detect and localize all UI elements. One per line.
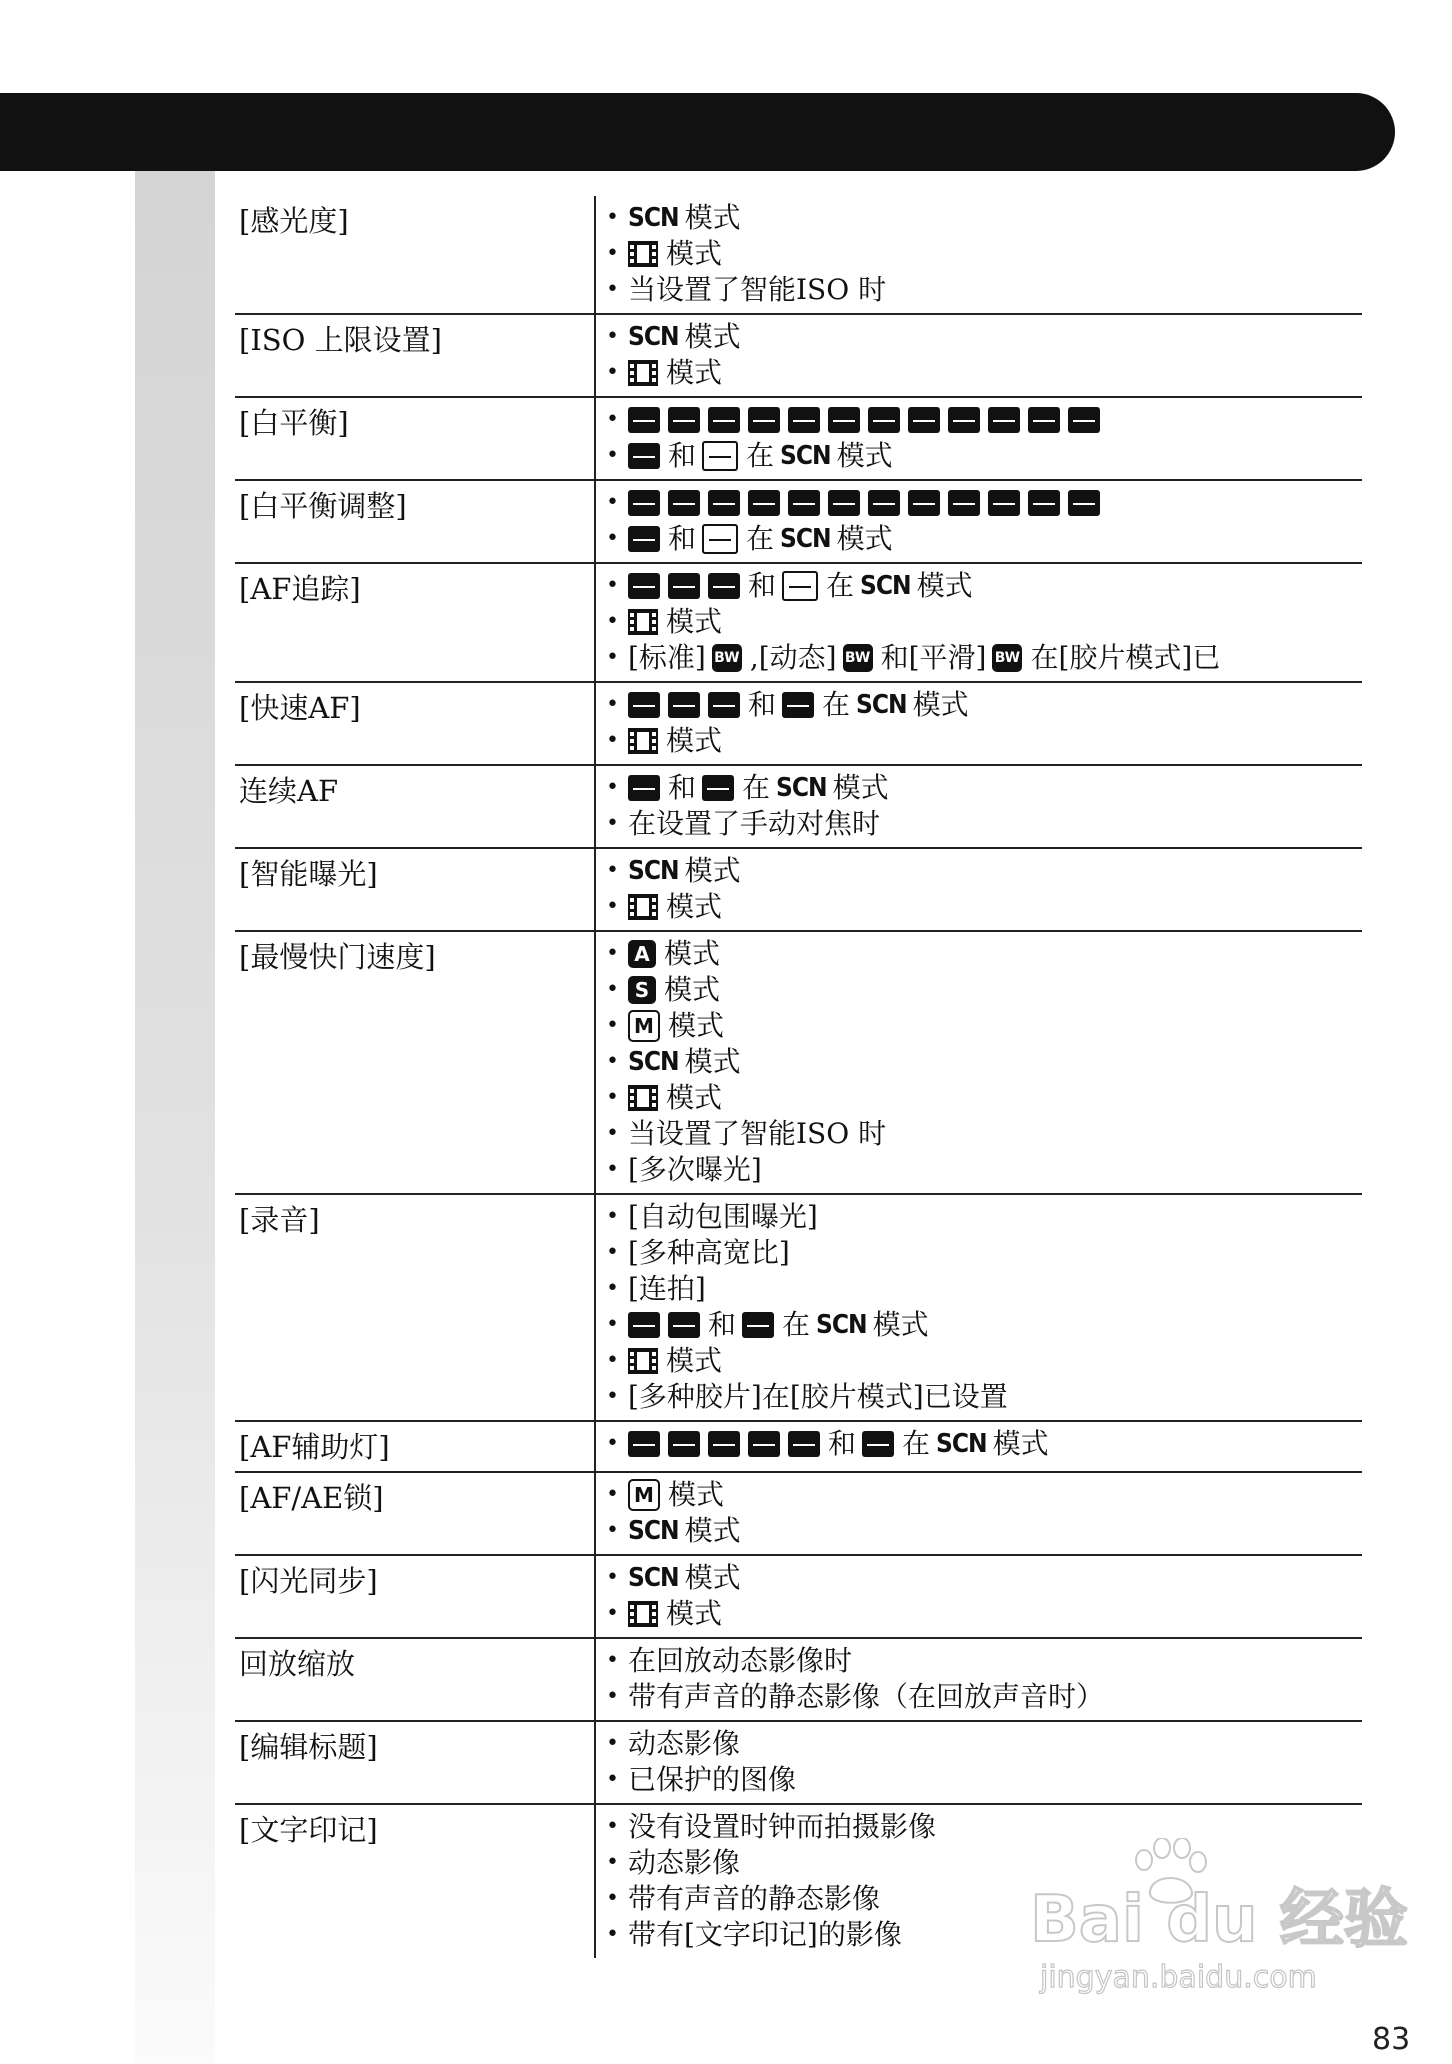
list-item	[606, 972, 1362, 1008]
item-text: 和	[748, 688, 777, 721]
item-text: 模式	[684, 854, 741, 887]
bullet-icon: •	[606, 1085, 619, 1110]
item-text: 模式	[666, 1597, 723, 1630]
scn-mode-label: SCN	[776, 773, 827, 803]
item-text: 模式	[666, 1081, 723, 1114]
motion-picture-icon	[628, 894, 658, 920]
list-item	[606, 640, 1362, 676]
list-item	[606, 521, 1362, 557]
candle-light-icon	[788, 490, 820, 516]
bullet-icon: •	[606, 977, 619, 1002]
bw-icon: BW	[712, 644, 742, 672]
item-text: 当设置了智能ISO 时	[628, 273, 887, 306]
list-item	[606, 1560, 1362, 1596]
setting-label: [AF辅助灯]	[239, 1430, 390, 1464]
item-text: 模式	[668, 1478, 725, 1511]
item-text: 在回放动态影像时	[628, 1644, 853, 1677]
restriction-list	[594, 481, 1362, 562]
table-row	[235, 196, 1362, 315]
list-item	[606, 1080, 1362, 1116]
fireworks-icon	[708, 692, 740, 718]
motion-picture-icon	[628, 1601, 658, 1627]
scn-mode-label: SCN	[628, 203, 679, 233]
list-item	[606, 687, 1362, 723]
list-item	[606, 1426, 1362, 1462]
setting-label: [ISO 上限设置]	[239, 323, 442, 357]
bullet-icon: •	[606, 1767, 619, 1792]
item-text: 当设置了智能ISO 时	[628, 1117, 887, 1150]
list-item	[606, 1643, 1362, 1679]
night-portrait-icon	[628, 775, 660, 801]
item-text: 在[胶片模式]已	[1030, 641, 1221, 674]
aerial-icon	[1068, 407, 1100, 433]
list-item	[606, 1726, 1362, 1762]
restriction-list	[594, 1556, 1362, 1637]
setting-label: [白平衡]	[239, 406, 349, 440]
bullet-icon: •	[606, 277, 619, 302]
setting-label: [快速AF]	[239, 691, 361, 725]
item-text: 在	[746, 439, 775, 472]
list-item	[606, 1513, 1362, 1549]
list-item	[606, 200, 1362, 236]
table-row	[235, 683, 1362, 766]
item-text: [标准]	[628, 641, 706, 674]
baby-icon	[1028, 490, 1060, 516]
night-portrait-icon	[668, 407, 700, 433]
restriction-list	[594, 932, 1362, 1193]
landscape-icon	[628, 490, 660, 516]
fireworks-icon	[702, 775, 734, 801]
setting-label: [感光度]	[239, 204, 349, 238]
landscape-icon	[668, 1431, 700, 1457]
mode-s-icon: S	[628, 976, 656, 1004]
bullet-icon: •	[606, 894, 619, 919]
item-text: 模式	[666, 890, 723, 923]
bullet-icon: •	[606, 1850, 619, 1875]
list-item	[606, 853, 1362, 889]
list-item	[606, 1008, 1362, 1044]
mode-m-icon: M	[628, 1479, 660, 1511]
item-text: 和	[748, 569, 777, 602]
scn-mode-label: SCN	[780, 524, 831, 554]
item-text: 模式	[684, 201, 741, 234]
restriction-list	[594, 766, 1362, 847]
bullet-icon: •	[606, 324, 619, 349]
item-text: 在	[826, 569, 855, 602]
table-row	[235, 849, 1362, 932]
hi-speed-burst-icon	[628, 1312, 660, 1338]
motion-picture-icon	[628, 1348, 658, 1374]
scn-mode-label: SCN	[628, 1516, 679, 1546]
table-row	[235, 932, 1362, 1195]
mode-m-icon: M	[628, 1010, 660, 1042]
bullet-icon: •	[606, 1731, 619, 1756]
beach-icon	[988, 490, 1020, 516]
item-text: 在	[742, 771, 771, 804]
list-item	[606, 1596, 1362, 1632]
bullet-icon: •	[606, 573, 619, 598]
scn-mode-label: SCN	[780, 441, 831, 471]
bullet-icon: •	[606, 490, 619, 515]
item-text: [多种胶片]在[胶片模式]已设置	[628, 1380, 1008, 1413]
bullet-icon: •	[606, 443, 619, 468]
bullet-icon: •	[606, 1684, 619, 1709]
landscape-icon	[628, 407, 660, 433]
food-icon	[708, 407, 740, 433]
aerial-icon	[862, 1431, 894, 1457]
restriction-list	[594, 849, 1362, 930]
list-item	[606, 1477, 1362, 1513]
food-icon	[708, 490, 740, 516]
list-item	[606, 889, 1362, 925]
bullet-icon: •	[606, 1648, 619, 1673]
bullet-icon: •	[606, 1886, 619, 1911]
bullet-icon: •	[606, 241, 619, 266]
list-item	[606, 1307, 1362, 1343]
list-item	[606, 1762, 1362, 1798]
restriction-list	[594, 315, 1362, 396]
snow-icon	[948, 490, 980, 516]
bullet-icon: •	[606, 1518, 619, 1543]
item-text: 模式	[872, 1308, 929, 1341]
restriction-list	[594, 1722, 1362, 1803]
list-item	[606, 485, 1362, 521]
item-text: 模式	[666, 724, 723, 757]
bullet-icon: •	[606, 1814, 619, 1839]
item-text: 模式	[666, 1344, 723, 1377]
item-text: 在	[902, 1427, 931, 1460]
list-item	[606, 1116, 1362, 1152]
snow-icon	[782, 692, 814, 718]
item-text: 和	[668, 771, 697, 804]
bw-icon: BW	[992, 644, 1022, 672]
restriction-list	[594, 564, 1362, 681]
starry-sky-icon	[868, 407, 900, 433]
list-item	[606, 1235, 1362, 1271]
setting-label: [编辑标题]	[239, 1730, 378, 1764]
list-item	[606, 402, 1362, 438]
setting-label: [AF追踪]	[239, 572, 361, 606]
table-row	[235, 398, 1362, 481]
bullet-icon: •	[606, 775, 619, 800]
item-text: [多种高宽比]	[628, 1236, 790, 1269]
item-text: 模式	[912, 688, 969, 721]
item-text: [多次曝光]	[628, 1153, 762, 1186]
bullet-icon: •	[606, 1922, 619, 1947]
setting-label: [最慢快门速度]	[239, 940, 436, 974]
bullet-icon: •	[606, 1013, 619, 1038]
item-text: 模式	[836, 522, 893, 555]
item-text: 模式	[832, 771, 889, 804]
fireworks-icon	[742, 1312, 774, 1338]
bullet-icon: •	[606, 811, 619, 836]
bullet-icon: •	[606, 1204, 619, 1229]
item-text: 和	[668, 439, 697, 472]
restriction-list	[594, 1422, 1362, 1471]
setting-label: [闪光同步]	[239, 1564, 378, 1598]
sunset-icon	[668, 692, 700, 718]
motion-picture-icon	[628, 360, 658, 386]
aerial-icon	[1068, 490, 1100, 516]
bullet-icon: •	[606, 1276, 619, 1301]
item-text: 模式	[684, 320, 741, 353]
motion-picture-icon	[628, 241, 658, 267]
item-text: 在	[822, 688, 851, 721]
party-icon	[748, 407, 780, 433]
restriction-list	[594, 196, 1362, 313]
bullet-icon: •	[606, 1312, 619, 1337]
item-text: 和[平滑]	[880, 641, 987, 674]
pinhole-icon	[708, 573, 740, 599]
restriction-list	[594, 1195, 1362, 1420]
watermark-logo: Bai du 经验	[1030, 1883, 1408, 1957]
bullet-icon: •	[606, 645, 619, 670]
list-item	[606, 806, 1362, 842]
item-text: 模式	[664, 973, 721, 1006]
night-portrait-icon	[668, 490, 700, 516]
scn-mode-label: SCN	[816, 1310, 867, 1340]
setting-label: 连续AF	[239, 774, 339, 808]
bullet-icon: •	[606, 360, 619, 385]
scn-mode-label: SCN	[628, 1047, 679, 1077]
motion-picture-icon	[628, 1085, 658, 1111]
portrait-icon	[628, 1431, 660, 1457]
item-text: 和	[668, 522, 697, 555]
sunset-icon	[828, 490, 860, 516]
item-text: [自动包围曝光]	[628, 1200, 818, 1233]
scn-mode-label: SCN	[628, 856, 679, 886]
bullet-icon: •	[606, 1482, 619, 1507]
table-row	[235, 481, 1362, 564]
item-text: 模式	[666, 237, 723, 270]
item-text: 动态影像	[628, 1727, 741, 1760]
list-item	[606, 236, 1362, 272]
header-bar	[0, 93, 1395, 171]
item-text: 和	[828, 1427, 857, 1460]
snow-icon	[788, 1431, 820, 1457]
table-row	[235, 1473, 1362, 1556]
side-margin-bar	[135, 171, 215, 2064]
item-text: 模式	[664, 937, 721, 970]
bullet-icon: •	[606, 1157, 619, 1182]
scn-mode-label: SCN	[860, 571, 911, 601]
restriction-table	[235, 196, 1362, 1958]
motion-picture-icon	[628, 609, 658, 635]
item-text: 带有声音的静态影像	[628, 1882, 881, 1915]
table-row	[235, 315, 1362, 398]
list-item	[606, 1679, 1362, 1715]
starry-sky-icon	[748, 1431, 780, 1457]
photo-frame-icon	[702, 441, 738, 471]
beach-icon	[988, 407, 1020, 433]
list-item	[606, 936, 1362, 972]
mode-a-icon: A	[628, 940, 656, 968]
table-row	[235, 1195, 1362, 1422]
restriction-list	[594, 1473, 1362, 1554]
bullet-icon: •	[606, 1431, 619, 1456]
party-icon	[748, 490, 780, 516]
list-item	[606, 272, 1362, 308]
setting-label: [白平衡调整]	[239, 489, 407, 523]
sunset-icon	[828, 407, 860, 433]
flash-burst-icon	[628, 443, 660, 469]
bullet-icon: •	[606, 407, 619, 432]
scn-mode-label: SCN	[628, 322, 679, 352]
scn-mode-label: SCN	[936, 1429, 987, 1459]
page-number: 83	[1372, 2022, 1411, 2057]
scn-mode-label: SCN	[628, 1563, 679, 1593]
list-item	[606, 604, 1362, 640]
setting-label: [智能曝光]	[239, 857, 378, 891]
item-text: ,[动态]	[749, 641, 837, 674]
flash-burst-icon	[668, 1312, 700, 1338]
restriction-list	[594, 683, 1362, 764]
list-item	[606, 355, 1362, 391]
item-text: 模式	[666, 605, 723, 638]
list-item	[606, 1044, 1362, 1080]
table-row	[235, 1556, 1362, 1639]
fireworks-icon	[628, 573, 660, 599]
item-text: 模式	[684, 1561, 741, 1594]
bw-icon: BW	[843, 644, 873, 672]
item-text: 模式	[666, 356, 723, 389]
list-item	[606, 723, 1362, 759]
list-item	[606, 568, 1362, 604]
setting-label: 回放缩放	[239, 1647, 356, 1681]
baby-icon	[1028, 407, 1060, 433]
photo-frame-icon	[702, 524, 738, 554]
table-row	[235, 1639, 1362, 1722]
item-text: 模式	[992, 1427, 1049, 1460]
bullet-icon: •	[606, 1384, 619, 1409]
item-text: 带有[文字印记]的影像	[628, 1918, 902, 1951]
bullet-icon: •	[606, 205, 619, 230]
item-text: 在	[782, 1308, 811, 1341]
watermark-url: jingyan.baidu.com	[1040, 1960, 1317, 1995]
bullet-icon: •	[606, 858, 619, 883]
list-item	[606, 1199, 1362, 1235]
item-text: 在	[746, 522, 775, 555]
candle-light-icon	[788, 407, 820, 433]
bullet-icon: •	[606, 941, 619, 966]
fireworks-icon	[908, 407, 940, 433]
bullet-icon: •	[606, 1565, 619, 1590]
bullet-icon: •	[606, 692, 619, 717]
item-text: 带有声音的静态影像（在回放声音时）	[628, 1680, 1105, 1713]
bullet-icon: •	[606, 1348, 619, 1373]
item-text: 模式	[916, 569, 973, 602]
list-item	[606, 1152, 1362, 1188]
item-text: 模式	[836, 439, 893, 472]
list-item	[606, 438, 1362, 474]
bullet-icon: •	[606, 1121, 619, 1146]
item-text: 已保护的图像	[628, 1763, 797, 1796]
table-row	[235, 564, 1362, 683]
item-text: 模式	[684, 1045, 741, 1078]
table-row	[235, 1422, 1362, 1473]
motion-picture-icon	[628, 728, 658, 754]
item-text: 动态影像	[628, 1846, 741, 1879]
photo-frame-icon	[782, 571, 818, 601]
table-row	[235, 766, 1362, 849]
restriction-list	[594, 1639, 1362, 1720]
list-item	[606, 1271, 1362, 1307]
item-text: 模式	[684, 1514, 741, 1547]
bullet-icon: •	[606, 1049, 619, 1074]
item-text: 没有设置时钟而拍摄影像	[628, 1810, 937, 1843]
item-text: [连拍]	[628, 1272, 706, 1305]
bullet-icon: •	[606, 1240, 619, 1265]
bullet-icon: •	[606, 1601, 619, 1626]
list-item	[606, 319, 1362, 355]
list-item	[606, 1343, 1362, 1379]
item-text: 在设置了手动对焦时	[628, 807, 881, 840]
table-row	[235, 1722, 1362, 1805]
snow-icon	[668, 573, 700, 599]
setting-label: [录音]	[239, 1203, 320, 1237]
flash-burst-icon	[628, 526, 660, 552]
baidu-watermark	[1030, 1838, 1408, 2028]
bullet-icon: •	[606, 609, 619, 634]
bullet-icon: •	[606, 526, 619, 551]
night-portrait-icon	[628, 692, 660, 718]
scn-mode-label: SCN	[856, 690, 907, 720]
fireworks-icon	[908, 490, 940, 516]
sunset-icon	[708, 1431, 740, 1457]
restriction-list	[594, 398, 1362, 479]
list-item	[606, 1379, 1362, 1415]
list-item	[606, 770, 1362, 806]
setting-label: [AF/AE锁]	[239, 1481, 384, 1515]
bullet-icon: •	[606, 728, 619, 753]
item-text: 模式	[668, 1009, 725, 1042]
snow-icon	[948, 407, 980, 433]
item-text: 和	[708, 1308, 737, 1341]
starry-sky-icon	[868, 490, 900, 516]
setting-label: [文字印记]	[239, 1813, 378, 1847]
